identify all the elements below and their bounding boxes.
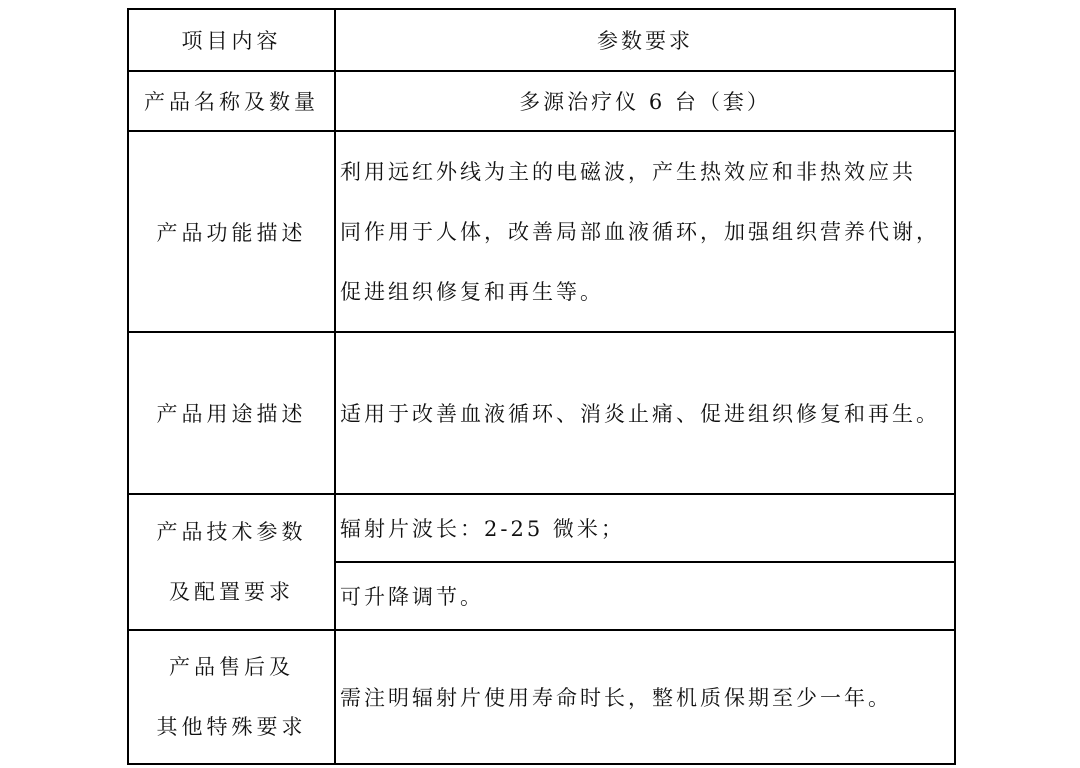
function-line: 同作用于人体，改善局部血液循环，加强组织营养代谢， [340,219,940,244]
spec-table [127,8,956,765]
label-aftersale-line: 其他特殊要求 [156,715,307,739]
row-function [128,131,955,332]
label-tech [128,494,335,630]
label-aftersale [128,630,335,764]
row-usage [128,332,955,494]
function-line: 促进组织修复和再生等。 [340,279,604,304]
label-usage: 产品用途描述 [128,332,335,494]
row-aftersale [128,630,955,764]
value-tech-wavelength: 辐射片波长：2-25 微米； [335,494,955,562]
row-tech-1 [128,494,955,562]
label-function: 产品功能描述 [128,131,335,332]
header-row [128,9,955,71]
value-aftersale: 需注明辐射片使用寿命时长，整机质保期至少一年。 [335,630,955,764]
header-param-requirements: 参数要求 [335,9,955,71]
value-tech-adjust: 可升降调节。 [335,562,955,630]
value-name-qty: 多源治疗仪 6 台（套） [335,71,955,131]
header-item-content: 项目内容 [128,9,335,71]
label-tech-line: 产品技术参数 [156,520,307,544]
value-usage: 适用于改善血液循环、消炎止痛、促进组织修复和再生。 [335,332,955,494]
function-line: 利用远红外线为主的电磁波，产生热效应和非热效应共 [340,159,916,184]
row-name-qty [128,71,955,131]
label-aftersale-line: 产品售后及 [169,655,294,679]
value-function [335,131,955,332]
label-name-qty: 产品名称及数量 [128,71,335,131]
label-tech-line: 及配置要求 [169,580,294,604]
